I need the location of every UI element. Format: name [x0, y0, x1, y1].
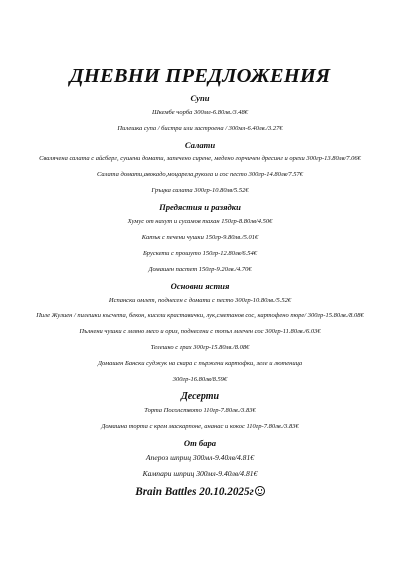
menu-item: Пиле Жулиен / пилешки късчета, бекон, кисели краставички, лук,сметанов сос, картофено пюре/ 300гр-15.80лв./8.08€	[36, 312, 364, 319]
page-title: ДНЕВНИ ПРЕДЛОЖЕНИЯ	[69, 65, 331, 87]
section-heading-salads: Салати	[184, 140, 216, 150]
menu-item: Шкембе чорба 300мл-6.80лв./3.48€	[151, 109, 249, 116]
event-footer	[20, 485, 380, 499]
menu-item: Домашен Бански суджук на скара с пържени картофки, зеле и лютеница	[97, 360, 303, 367]
menu-item: Домашен пастет 150гр-9.20лв./4.70€	[148, 266, 252, 273]
menu-item: Кампари шприц 300мл-9.40лв/4.81€	[142, 469, 258, 478]
menu-item: Брускети с прошуто 150гр-12.80лв/6.54€	[142, 250, 258, 257]
section-heading-starters: Предястия и разядки	[159, 202, 241, 212]
section-heading-soups: Супи	[190, 93, 210, 103]
menu-item: Салата домати,авокадо,моцарела,рукола и сос песто 300гр-14.80лв/7.57€	[97, 171, 303, 178]
menu-item: Гръцка салата 300гр-10.80лв/5.52€	[151, 187, 249, 194]
section-heading-desserts: Десерти	[180, 391, 220, 402]
smiley-icon	[255, 486, 265, 496]
section-heading-mains: Основни ястия	[170, 281, 230, 291]
menu-item: Торта Посолството 110гр-7.80лв./3.83€	[144, 407, 256, 414]
event-footer-text: Brain Battles 20.10.2025г	[135, 486, 254, 498]
menu-item: Домашна торта с крем маскарпоне, ананас и кокос 110гр-7.80лв./3.83€	[101, 423, 299, 430]
menu-item: Испански омлет, поднесен с домати с песто 300гр-10.80лв./5.52€	[108, 297, 292, 304]
section-heading-bar: От бара	[183, 438, 217, 448]
menu-item: 300гр-16.80лв/8.59€	[172, 376, 228, 383]
menu-item: Апероз шприц 300мл-9.40лв/4.81€	[145, 453, 255, 462]
menu-item: Пилешка супа / бистра или застроена / 300мл-6.40лв./3.27€	[117, 125, 283, 132]
menu-item: Хумус от нахут и сусамов тахан 150гр-8.80лв/4.50€	[127, 218, 273, 225]
menu-item: Телешко с грах 300гр-15.80лв./8.08€	[150, 344, 250, 351]
menu-item: Катък с печени чушки 150гр-9.80лв./5.01€	[141, 234, 259, 241]
menu-item: Свалячена салата с айсберг, сушени домати, запечено сирене, медено горчичен дресинг и орехи 300гр-13.80лв/7.06€	[39, 155, 361, 162]
menu-item: Пълнени чушки с мляно месо и ориз, поднесени с топъл млечен сос 300гр-11.80лв./6.03€	[79, 328, 321, 335]
